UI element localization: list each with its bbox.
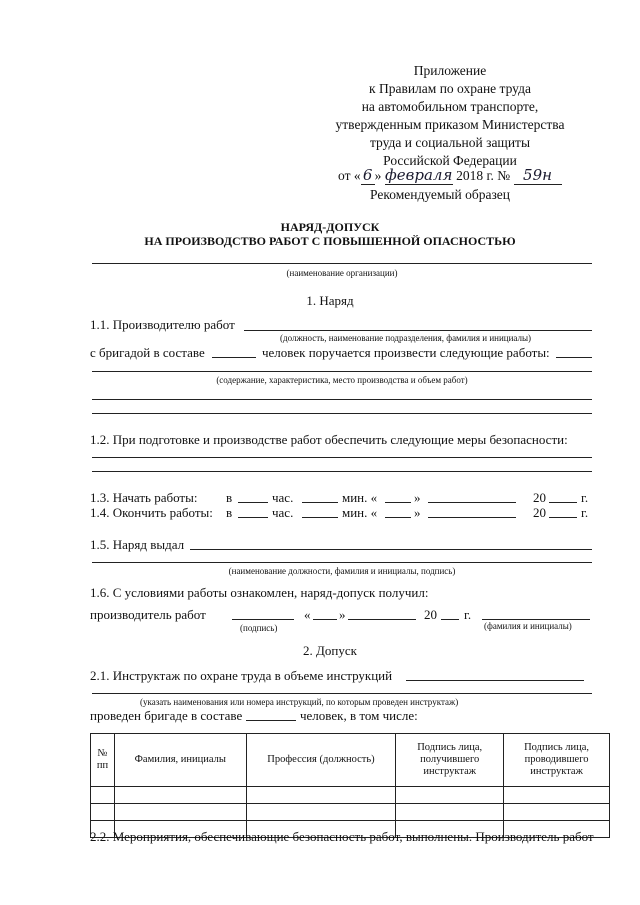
producer-signature-caption: (подпись) — [240, 623, 278, 633]
column-header-profession: Профессия (должность) — [246, 734, 396, 787]
instructions-line — [406, 680, 584, 681]
end-quote-close: » — [414, 505, 421, 520]
item-1-4-label: 1.4. Окончить работы: — [90, 505, 213, 520]
works-line — [92, 399, 592, 400]
works-tail-line — [556, 357, 592, 358]
table-cell — [91, 787, 115, 804]
section1-heading: 1. Наряд — [306, 293, 354, 308]
issued-by-line — [190, 549, 592, 550]
table-row — [91, 787, 610, 804]
instructed-brigade-line — [246, 720, 296, 721]
table-cell — [396, 787, 504, 804]
brigade-size-prefix: с бригадой в составе — [90, 345, 205, 360]
start-year-line — [549, 502, 577, 503]
end-in: в — [226, 505, 233, 520]
table-cell — [114, 804, 246, 821]
producer-signature-line — [232, 619, 294, 620]
appendix-block — [300, 62, 600, 170]
order-date-month: февраля — [385, 166, 453, 184]
order-date-mid: » — [374, 168, 382, 183]
start-year-prefix: 20 — [533, 490, 546, 505]
producer-date-open: « — [304, 607, 311, 622]
item-1-1-caption: (должность, наименование подразделения, фамилия и инициалы) — [280, 333, 532, 343]
table-cell — [114, 787, 246, 804]
producer-field-line — [244, 330, 592, 331]
producer-year-line — [441, 619, 459, 620]
appendix-line: утвержденным приказом Министерства — [335, 117, 565, 132]
brigade-size-suffix: человек поручается произвести следующие работы: — [262, 345, 550, 360]
start-month-line — [428, 502, 516, 503]
appendix-line: на автомобильном транспорте, — [361, 99, 539, 114]
start-minute-line — [302, 502, 338, 503]
producer-label: производитель работ — [90, 607, 206, 622]
table-cell — [396, 804, 504, 821]
instructed-brigade-prefix: проведен бригаде в составе — [90, 708, 243, 723]
works-line — [92, 413, 592, 414]
start-minute-label: мин. « — [342, 490, 378, 505]
item-1-6-label: 1.6. С условиями работы ознакомлен, наряд-допуск получил: — [90, 585, 429, 600]
appendix-line: труда и социальной защиты — [369, 135, 531, 150]
column-header-conducted-signature: Подпись лица, проводившего инструктаж — [504, 734, 610, 787]
end-year-suffix: г. — [581, 505, 589, 520]
item-2-2-label: 2.2. Мероприятия, обеспечивающие безопасность работ, выполнены. Производитель работ — [90, 829, 594, 844]
start-hour-label: час. — [272, 490, 294, 505]
table-cell — [504, 787, 610, 804]
producer-date-close: » — [339, 607, 346, 622]
start-quote-close: » — [414, 490, 421, 505]
producer-name-line — [482, 619, 590, 620]
table-cell — [246, 804, 396, 821]
appendix-line: к Правилам по охране труда — [369, 81, 531, 96]
item-2-1-label: 2.1. Инструктаж по охране труда в объеме инструкций — [90, 668, 393, 683]
end-hour-label: час. — [272, 505, 294, 520]
form-title-line2: НА ПРОИЗВОДСТВО РАБОТ С ПОВЫШЕННОЙ ОПАСНОСТЬЮ — [144, 234, 516, 248]
works-caption: (содержание, характеристика, место производства и объем работ) — [216, 375, 468, 385]
instruction-table — [90, 733, 610, 838]
appendix-line: Российской Федерации — [383, 153, 517, 168]
table-row — [91, 804, 610, 821]
producer-month-line — [348, 619, 416, 620]
start-in: в — [226, 490, 233, 505]
issued-by-line — [92, 562, 592, 563]
end-year-prefix: 20 — [533, 505, 546, 520]
end-minute-label: мин. « — [342, 505, 378, 520]
works-line — [92, 371, 592, 372]
instructed-brigade-suffix: человек, в том числе: — [300, 708, 418, 723]
org-name-caption: (наименование организации) — [286, 268, 398, 278]
order-date-prefix: от « — [338, 168, 361, 183]
table-cell — [91, 804, 115, 821]
safety-measures-line — [92, 457, 592, 458]
item-1-1-label: 1.1. Производителю работ — [90, 317, 235, 332]
end-month-line — [428, 517, 516, 518]
end-minute-line — [302, 517, 338, 518]
producer-year-prefix: 20 — [424, 607, 437, 622]
end-day-line — [385, 517, 411, 518]
item-1-5-label: 1.5. Наряд выдал — [90, 537, 185, 552]
column-header-name: Фамилия, инициалы — [114, 734, 246, 787]
start-day-line — [385, 502, 411, 503]
start-year-suffix: г. — [581, 490, 589, 505]
column-header-received-signature: Подпись лица, получившего инструктаж — [396, 734, 504, 787]
item-2-1-caption: (указать наименования или номера инструкций, по которым проведен инструктаж) — [140, 697, 459, 707]
item-1-2-label: 1.2. При подготовке и производстве работ обеспечить следующие меры безопасности: — [90, 432, 568, 447]
item-1-3-label: 1.3. Начать работы: — [90, 490, 198, 505]
end-hour-line — [238, 517, 268, 518]
column-header-number: № пп — [91, 734, 115, 787]
producer-year-suffix: г. — [464, 607, 472, 622]
table-cell — [246, 787, 396, 804]
form-title-line1: НАРЯД-ДОПУСК — [280, 220, 380, 234]
order-date-day: 6 — [361, 166, 375, 185]
end-year-line — [549, 517, 577, 518]
instructions-line — [92, 693, 592, 694]
recommended-sample: Рекомендуемый образец — [370, 187, 511, 202]
order-date-line — [338, 166, 562, 185]
appendix-line: Приложение — [413, 63, 487, 78]
start-hour-line — [238, 502, 268, 503]
producer-name-caption: (фамилия и инициалы) — [484, 621, 572, 631]
producer-day-line — [313, 619, 337, 620]
order-date-year: 2018 г. № — [456, 168, 511, 183]
brigade-size-line — [212, 357, 256, 358]
org-name-line — [92, 263, 592, 264]
table-header-row — [91, 734, 610, 787]
table-cell — [504, 804, 610, 821]
item-1-5-caption: (наименование должности, фамилия и инициалы, подпись) — [228, 566, 456, 576]
safety-measures-line — [92, 471, 592, 472]
order-number: 59н — [514, 166, 562, 185]
section2-heading: 2. Допуск — [303, 643, 357, 658]
